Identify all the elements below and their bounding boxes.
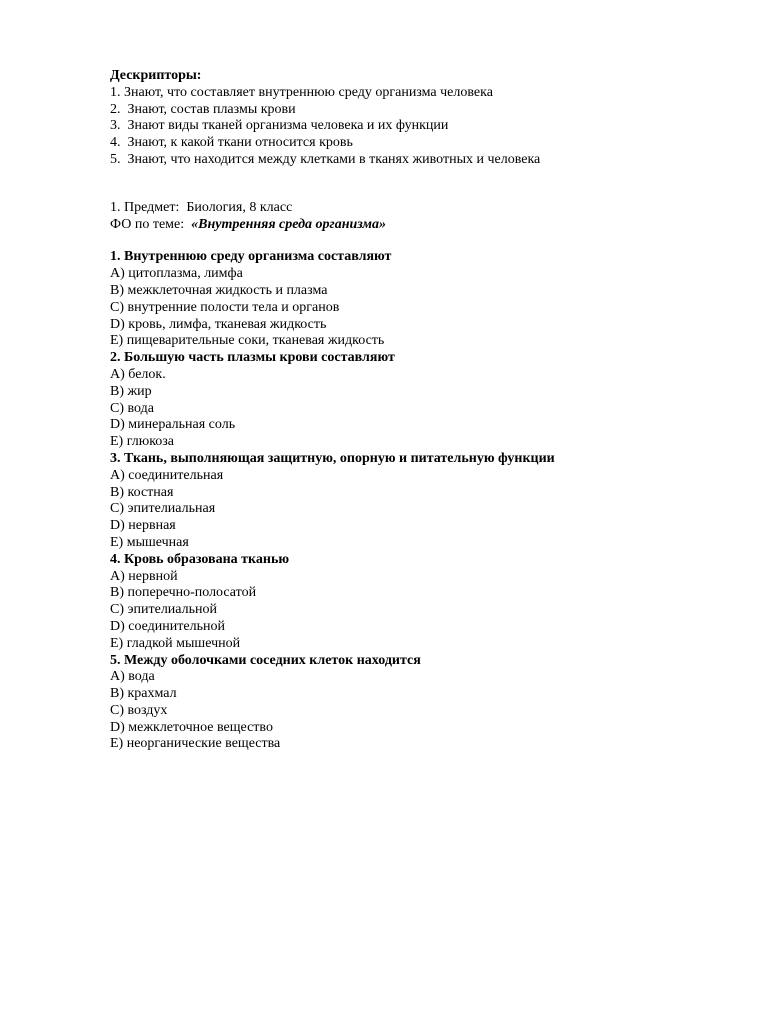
descriptor-item: 2. Знают, состав плазмы крови (110, 101, 296, 117)
descriptor-item: 1. Знают, что составляет внутреннюю среду организма человека (110, 84, 493, 100)
answer-option: С) вода (110, 400, 154, 416)
answer-option: В) поперечно-полосатой (110, 585, 257, 601)
answer-option: D) межклеточное вещество (110, 719, 273, 735)
question-block (110, 653, 730, 754)
answer-option: А) белок. (110, 366, 166, 382)
answer-option: В) межклеточная жидкость и плазма (110, 282, 328, 298)
answer-option: D) кровь, лимфа, тканевая жидкость (110, 316, 327, 332)
answer-option: Е) пищеварительные соки, тканевая жидкость (110, 333, 385, 349)
descriptor-item: 4. Знают, к какой ткани относится кровь (110, 135, 353, 151)
question-block (110, 249, 730, 350)
topic-title: «Внутренняя среда организма» (191, 216, 386, 232)
question-text: 3. Ткань, выполняющая защитную, опорную и питательную функции (110, 450, 555, 466)
answer-option: С) эпителиальной (110, 602, 217, 618)
question-block (110, 350, 730, 451)
answer-option: В) жир (110, 383, 152, 399)
question-text: 2. Большую часть плазмы крови составляют (110, 350, 395, 366)
answer-option: D) нервная (110, 518, 176, 534)
info-section (110, 200, 730, 234)
question-block (110, 552, 730, 653)
answer-option: С) эпителиальная (110, 501, 216, 517)
topic-label: ФО по теме: (110, 216, 192, 232)
question-block (110, 451, 730, 552)
answer-option: Е) глюкоза (110, 434, 175, 450)
questions-list (110, 249, 730, 753)
answer-option: Е) неорганические вещества (110, 736, 281, 752)
answer-option: А) вода (110, 669, 155, 685)
answer-option: А) нервной (110, 568, 178, 584)
answer-option: В) костная (110, 484, 174, 500)
answer-option: С) внутренние полости тела и органов (110, 299, 340, 315)
answer-option: В) крахмал (110, 686, 177, 702)
question-text: 5. Между оболочками соседних клеток находится (110, 652, 421, 668)
question-text: 4. Кровь образована тканью (110, 551, 290, 567)
answer-option: Е) мышечная (110, 534, 189, 550)
document-page (110, 68, 730, 753)
answer-option: D) соединительной (110, 618, 225, 634)
topic-line (110, 217, 730, 234)
descriptor-item: 3. Знают виды тканей организма человека и их функции (110, 118, 449, 134)
descriptors-heading: Дескрипторы: (110, 68, 202, 83)
question-text: 1. Внутреннюю среду организма составляют (110, 249, 392, 265)
descriptors-section (110, 68, 730, 169)
answer-option: D) минеральная соль (110, 417, 236, 433)
subject-line: 1. Предмет: Биология, 8 класс (110, 199, 293, 215)
answer-option: С) воздух (110, 702, 168, 718)
answer-option: А) цитоплазма, лимфа (110, 266, 243, 282)
descriptor-item: 5. Знают, что находится между клетками в тканях животных и человека (110, 151, 541, 167)
answer-option: А) соединительная (110, 467, 224, 483)
answer-option: Е) гладкой мышечной (110, 635, 241, 651)
